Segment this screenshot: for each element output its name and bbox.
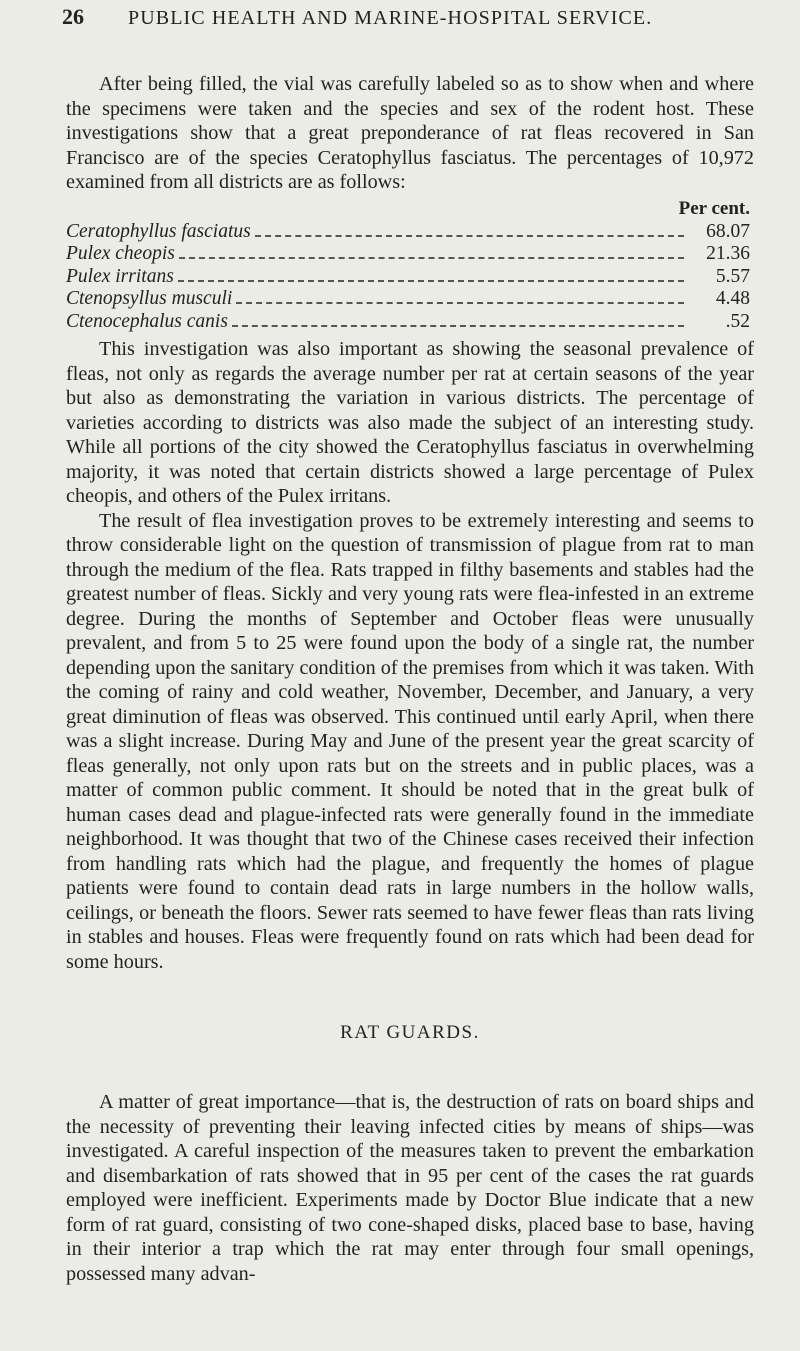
percentage-value: 21.36 (706, 243, 750, 264)
section-heading: RAT GUARDS. (340, 1022, 480, 1043)
running-head: PUBLIC HEALTH AND MARINE-HOSPITAL SERVICE. (128, 7, 653, 29)
page-header (62, 4, 754, 44)
species-name: Pulex cheopis (66, 243, 175, 264)
dotted-leader (178, 280, 684, 282)
species-name: Pulex irritans (66, 265, 174, 287)
dotted-leader (236, 302, 684, 304)
species-name: Ctenopsyllus musculi (66, 288, 233, 309)
percentage-row (66, 221, 754, 244)
page-number: 26 (62, 4, 84, 29)
rat-guards-paragraph: A matter of great importance—that is, the destruction of rats on board ships and the necessity of preventing their leaving infected cities by means of ships—was investigated. A careful inspection of the measures taken to prevent the embarkation and disembarkation of rats showed that in 95 per cent of the cases the rat guards employed were inefficient. Experiments made by Doctor Blue indicate that a new form of rat guard, consisting of two cone-shaped disks, placed base to base, having in their interior a trap which the rat may enter through four small openings, possessed many advan- (66, 1091, 754, 1285)
species-name: Ctenocephalus canis (66, 310, 228, 332)
percentage-value: 68.07 (706, 220, 750, 242)
percent-column-heading: Per cent. (678, 197, 750, 219)
percentage-row (66, 266, 754, 289)
percentage-row (66, 311, 754, 334)
percentage-value: 5.57 (715, 265, 750, 287)
dotted-leader (255, 235, 684, 237)
species-name: Ceratophyllus fasciatus (66, 220, 251, 242)
flea-percentage-table (66, 197, 754, 334)
flea-investigation-paragraph: The result of flea investigation proves to be extremely interesting and seems to throw considerable light on the question of transmission of plague from rat to man through the medium of the flea. Rats trapped in filthy basements and stables had the greatest number of fleas. Sickly and very young rats were flea-infested in an extreme degree. During the months of September and October fleas were unusually prevalent, and from 5 to 25 were found upon the body of a single rat, the number depending upon the sanitary condition of the premises from which it was taken. With the coming of rainy and cold weather, November, December, and January, a very great diminution of fleas was observed. This continued until early April, when there was a slight increase. During May and June of the present year the great scarcity of fleas generally, not only upon rats but on the streets and in public places, was a matter of common public comment. It should be noted that in the great bulk of human cases dead and plague-infected rats were generally found in the immediate neighborhood. It was thought that two of the Chinese cases received their infection from handling rats which had the plague, and frequently the homes of plague patients were found to contain dead rats in large numbers in the hollow walls, ceilings, or beneath the floors. Sewer rats seemed to have fewer fleas than rats living in stables and houses. Fleas were frequently found on rats which had been dead for some hours. (66, 509, 754, 973)
percentage-row (66, 288, 754, 311)
percentage-value: .52 (725, 310, 750, 332)
intro-paragraph: After being filled, the vial was carefully labeled so as to show when and where the specimens were taken and the species and sex of the rodent host. These investigations show that a great preponderance of rat fleas recovered in San Francisco are of the species Ceratophyllus fasciatus. The percentages of 10,972 examined from all districts are as follows: (66, 73, 754, 193)
percentage-row (66, 243, 754, 266)
percentage-value: 4.48 (715, 288, 750, 309)
dotted-leader (179, 257, 684, 259)
seasonal-prevalence-paragraph: This investigation was also important as showing the seasonal prevalence of fleas, not only as regards the average number per rat at certain seasons of the year but also as demonstrating the variation in various districts. The percentage of varieties according to districts was also made the subject of an interesting study. While all portions of the city showed the Ceratophyllus fasciatus in overwhelming majority, it was noted that certain districts showed a large percentage of Pulex cheopis, and others of the Pulex irritans. (66, 338, 754, 507)
dotted-leader (232, 325, 684, 327)
